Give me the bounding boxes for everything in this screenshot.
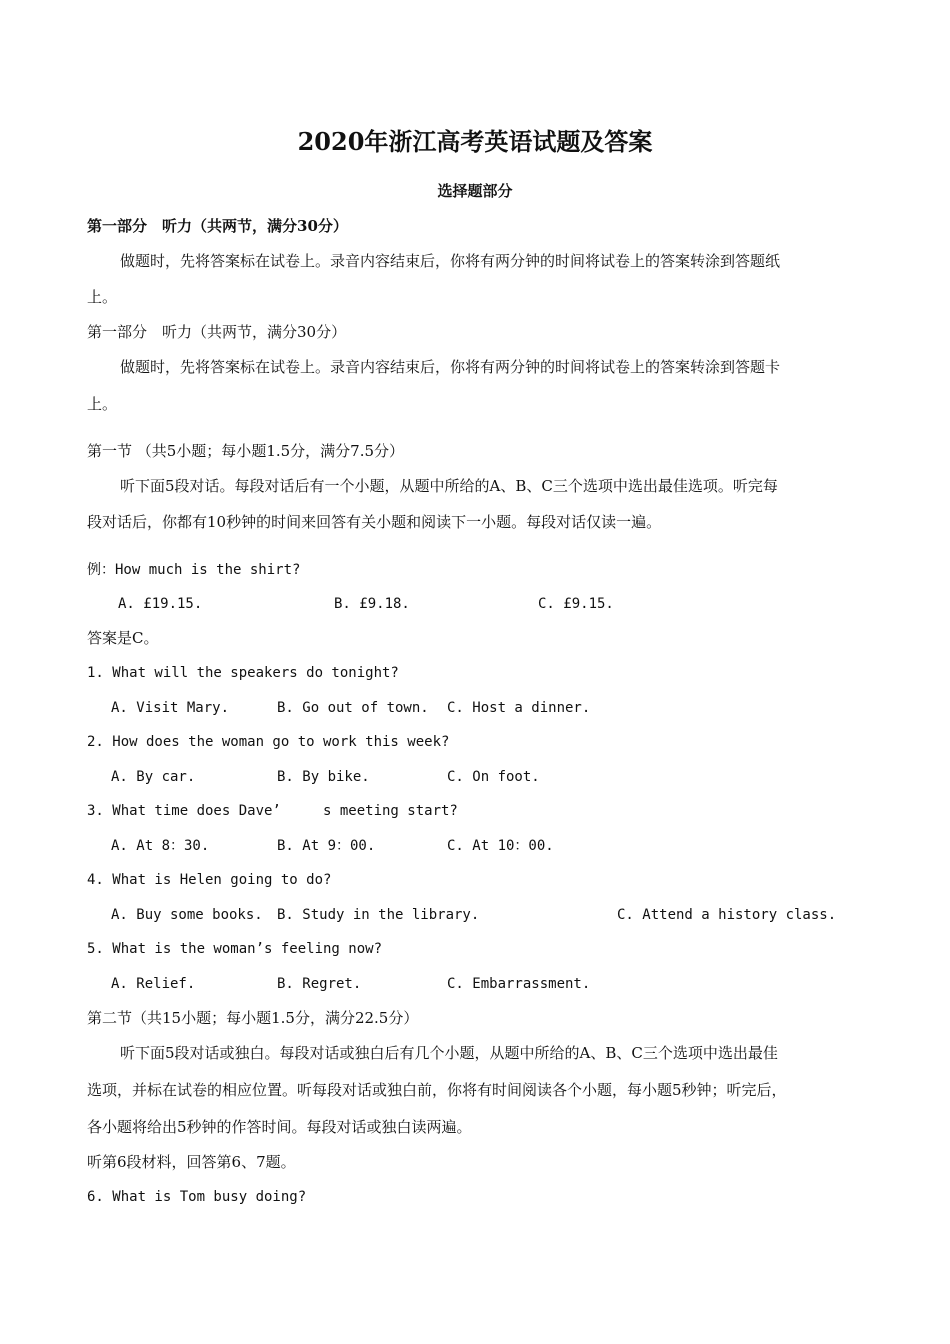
question-1-option-b: B. Go out of town. (277, 700, 429, 716)
section1-heading: 第一节 （共5小题；每小题1.5分，满分7.5分） (87, 442, 405, 460)
question-5-option-a: A. Relief. (111, 976, 196, 992)
example-question: 例：How much is the shirt? (87, 562, 301, 578)
question-2: 2. How does the woman go to work this week? (87, 734, 450, 750)
material-6-heading: 听第6段材料，回答第6、7题。 (87, 1153, 296, 1171)
question-3: 3. What time does Dave’ s meeting start? (87, 803, 458, 819)
part1-heading: 第一部分 听力（共两节，满分30分） (87, 323, 347, 341)
example-answer: 答案是C。 (87, 629, 159, 647)
example-option-b: B. £9.18. (334, 596, 410, 612)
question-5-option-c: C. Embarrassment. (447, 976, 591, 992)
question-4-option-a: A. Buy some books. (111, 907, 263, 923)
question-1-option-c: C. Host a dinner. (447, 700, 591, 716)
question-3-option-c: C. At 10：00. (447, 838, 554, 854)
section2-heading: 第二节（共15小题；每小题1.5分，满分22.5分） (87, 1009, 419, 1027)
question-4: 4. What is Helen going to do? (87, 872, 332, 888)
section2-instruction-2: 选项，并标在试卷的相应位置。听每段对话或独白前，你将有时间阅读各个小题，每小题5秒钟；听完后， (87, 1081, 787, 1099)
section1-instruction: 听下面5段对话。每段对话后有一个小题，从题中所给的A、B、C三个选项中选出最佳选项。听完每 (120, 477, 778, 495)
example-option-a: A. £19.15. (118, 596, 203, 612)
question-2-option-b: B. By bike. (277, 769, 370, 785)
question-3-option-b: B. At 9：00. (277, 838, 376, 854)
question-1-option-a: A. Visit Mary. (111, 700, 230, 716)
instruction-1-cont: 上。 (87, 288, 118, 306)
instruction-2: 做题时，先将答案标在试卷上。录音内容结束后，你将有两分钟的时间将试卷上的答案转涂到答题卡 (120, 358, 781, 376)
question-5-option-b: B. Regret. (277, 976, 362, 992)
page-title: 2020年浙江高考英语试题及答案 (297, 127, 653, 156)
page-subtitle: 选择题部分 (437, 182, 513, 200)
question-3-option-a: A. At 8：30. (111, 838, 210, 854)
section2-instruction-3: 各小题将给出5秒钟的作答时间。每段对话或独白读两遍。 (87, 1118, 472, 1136)
question-4-option-b: B. Study in the library. (277, 907, 480, 923)
section1-instruction-cont: 段对话后，你都有10秒钟的时间来回答有关小题和阅读下一小题。每段对话仅读一遍。 (87, 513, 662, 531)
instruction-2-cont: 上。 (87, 395, 118, 413)
question-6: 6. What is Tom busy doing? (87, 1189, 307, 1205)
question-2-option-a: A. By car. (111, 769, 196, 785)
example-option-c: C. £9.15. (538, 596, 614, 612)
instruction-1: 做题时，先将答案标在试卷上。录音内容结束后，你将有两分钟的时间将试卷上的答案转涂到答题纸 (120, 252, 781, 270)
question-1: 1. What will the speakers do tonight? (87, 665, 399, 681)
question-2-option-c: C. On foot. (447, 769, 540, 785)
question-4-option-c: C. Attend a history class. (617, 907, 837, 923)
question-5: 5. What is the woman’s feeling now? (87, 941, 383, 957)
part1-heading-bold: 第一部分 听力（共两节，满分30分） (87, 217, 348, 235)
section2-instruction-1: 听下面5段对话或独白。每段对话或独白后有几个小题，从题中所给的A、B、C三个选项中选出最佳 (120, 1044, 778, 1062)
